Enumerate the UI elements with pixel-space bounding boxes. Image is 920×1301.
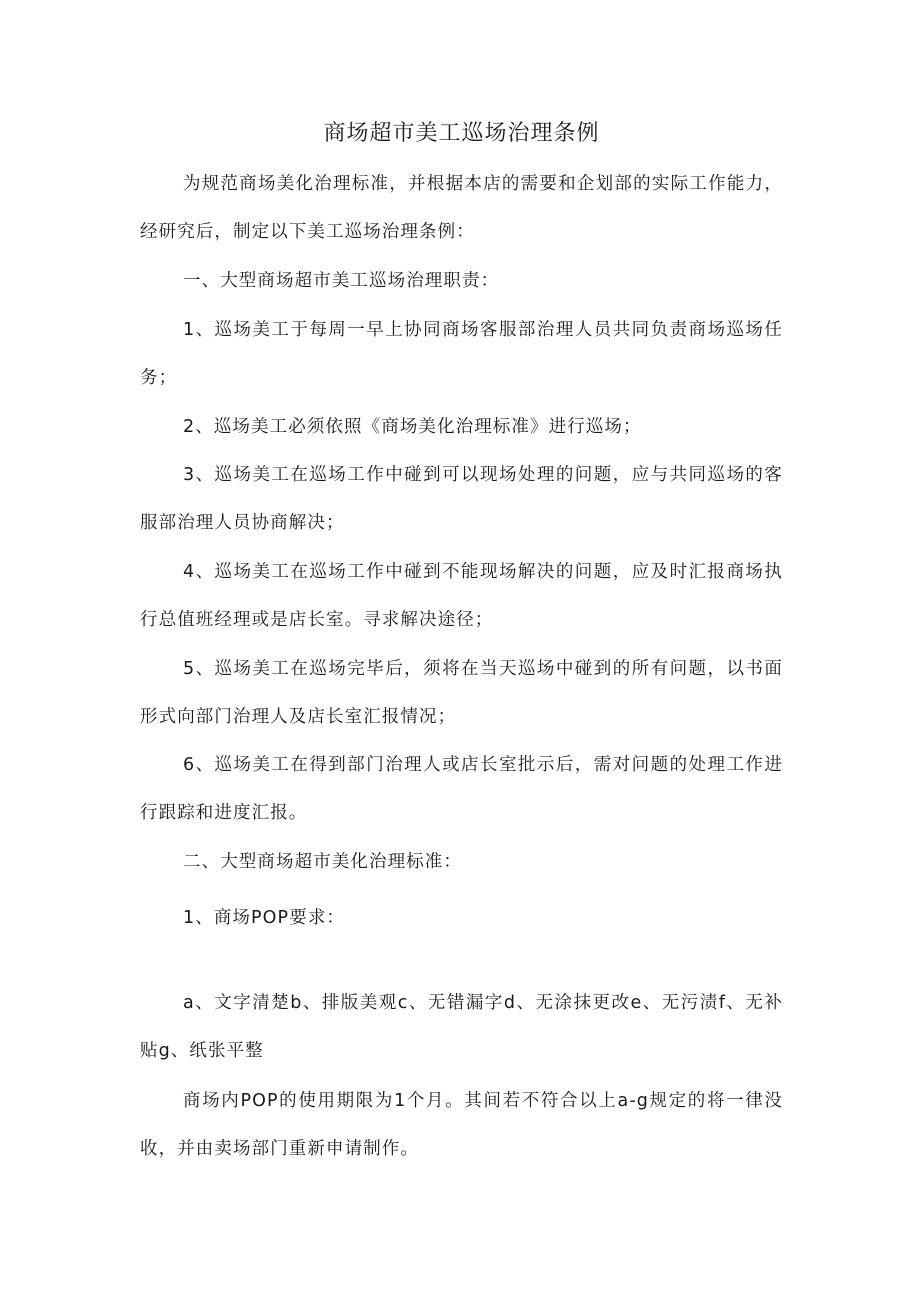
item-5: 5、巡场美工在巡场完毕后，须将在当天巡场中碰到的所有问题，以书面形式向部门治理人及店长室汇报情况； xyxy=(140,659,783,727)
item-4: 4、巡场美工在巡场工作中碰到不能现场解决的问题，应及时汇报商场执行总值班经理或是店长室。寻求解决途径； xyxy=(140,562,783,630)
section-heading-2: 二、大型商场超市美化治理标准： xyxy=(183,852,462,872)
document-title: 商场超市美工巡场治理条例 xyxy=(323,121,600,146)
pop-validity-paragraph: 商场内POP的使用期限为1个月。其间若不符合以上a-g规定的将一律没收，并由卖场部门重新申请制作。 xyxy=(140,1091,783,1159)
pop-requirements-list: a、文字清楚b、排版美观c、无错漏字d、无涂抹更改e、无污渍f、无补贴g、纸张平整 xyxy=(140,993,783,1061)
document-page xyxy=(140,0,783,1301)
pop-requirements-heading: 1、商场POP要求： xyxy=(183,908,346,928)
item-6: 6、巡场美工在得到部门治理人或店长室批示后，需对问题的处理工作进行跟踪和进度汇报。 xyxy=(140,755,783,823)
section-heading-1: 一、大型商场超市美工巡场治理职责： xyxy=(183,271,500,291)
item-1: 1、巡场美工于每周一早上协同商场客服部治理人员共同负责商场巡场任务； xyxy=(140,320,783,388)
item-2: 2、巡场美工必须依照《商场美化治理标准》进行巡场； xyxy=(183,417,642,437)
item-3: 3、巡场美工在巡场工作中碰到可以现场处理的问题，应与共同巡场的客服部治理人员协商解决； xyxy=(140,465,783,533)
intro-paragraph: 为规范商场美化治理标准，并根据本店的需要和企划部的实际工作能力，经研究后，制定以下美工巡场治理条例： xyxy=(140,174,783,242)
